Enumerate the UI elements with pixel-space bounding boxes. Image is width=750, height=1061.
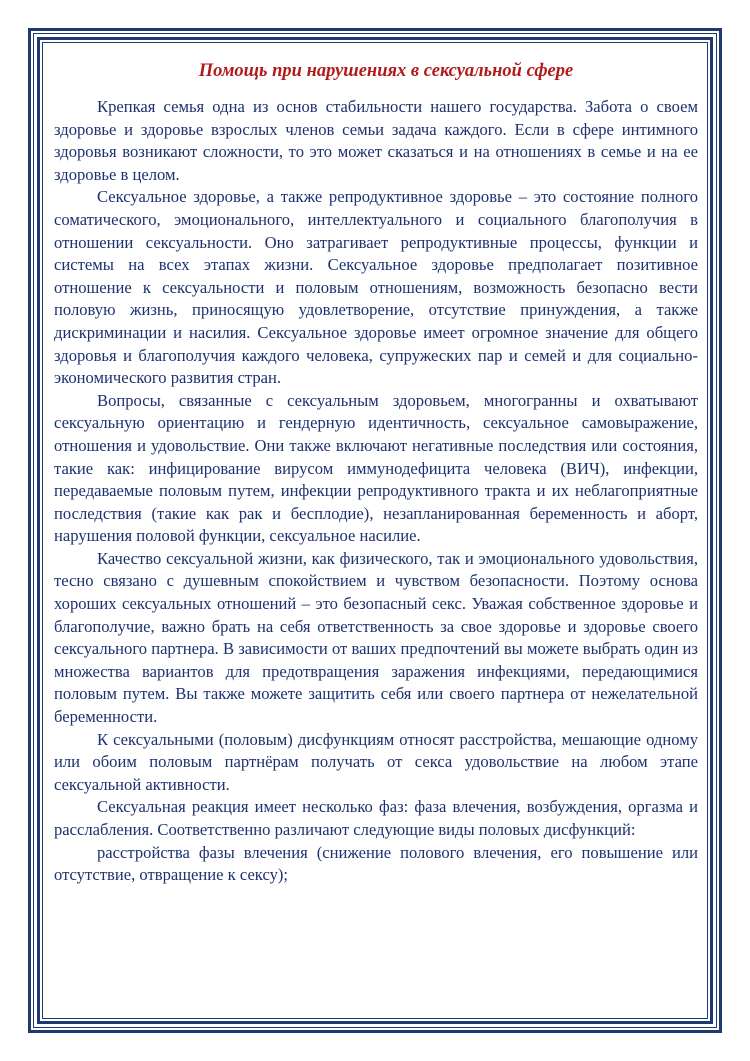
page-title: Помощь при нарушениях в сексуальной сфере	[198, 61, 574, 81]
paragraph-phases: Сексуальная реакция имеет несколько фаз: фаза влечения, возбуждения, оргазма и расслабления. Соответственно различают следующие виды половых дисфункций:	[54, 797, 698, 839]
paragraph-dysfunctions: К сексуальными (половым) дисфункциям относят расстройства, мешающие одному или обоим половым партнёрам получать от секса удовольствие на любом этапе сексуальной активности.	[54, 729, 698, 794]
paragraph-intro: Крепкая семья одна из основ стабильности нашего государства. Забота о своем здоровье и здоровье взрослых членов семьи задача каждого. Если в сфере интимного здоровья возникают сложности, то это может сказаться и на отношениях в семье и на ее здоровье в целом.	[54, 97, 698, 184]
paragraph-quality: Качество сексуальной жизни, как физического, так и эмоционального удовольствия, тесно связано с душевным спокойствием и чувством безопасности. Поэтому основа хороших сексуальных отношений – это безопасный секс. Уважая собственное здоровье и благополучие, важно брать на себя ответственность за свое здоровье и здоровье своего сексуального партнера. В зависимости от ваших предпочтений вы можете выбрать один из множества вариантов для предотвращения заражения инфекциями, передающимися половым путем. Вы также можете защитить себя или своего партнера от нежелательной беременности.	[54, 548, 698, 727]
paragraph-issues: Вопросы, связанные с сексуальным здоровьем, многогранны и охватывают сексуальную ориентацию и гендерную идентичность, сексуальное самовыражение, отношения и удовольствие. Они также включают негативные последствия или состояния, такие как: инфицирование вирусом иммунодефицита человека (ВИЧ), инфекции, передаваемые половым путем, инфекции репродуктивного тракта и их неблагоприятные последствия (такие как рак и бесплодие), незапланированная беременность и аборт, нарушения половой функции, сексуальное насилие.	[54, 390, 698, 546]
document-body	[54, 52, 698, 887]
paragraph-definition: Сексуальное здоровье, а также репродуктивное здоровье – это состояние полного соматического, эмоционального, интеллектуального и социального благополучия в отношении сексуальности. Оно затрагивает репродуктивные процессы, функции и системы на всех этапах жизни. Сексуальное здоровье предполагает позитивное отношение к сексуальности и половым отношениям, возможность безопасно вести половую жизнь, приносящую удовлетворение, отсутствие принуждения, а также дискриминации и насилия. Сексуальное здоровье имеет огромное значение для общего здоровья и благополучия каждого человека, супружеских пар и семей и для социально-экономического развития стран.	[54, 187, 698, 388]
paragraph-list-item: расстройства фазы влечения (снижение полового влечения, его повышение или отсутствие, отвращение к сексу);	[54, 842, 698, 885]
